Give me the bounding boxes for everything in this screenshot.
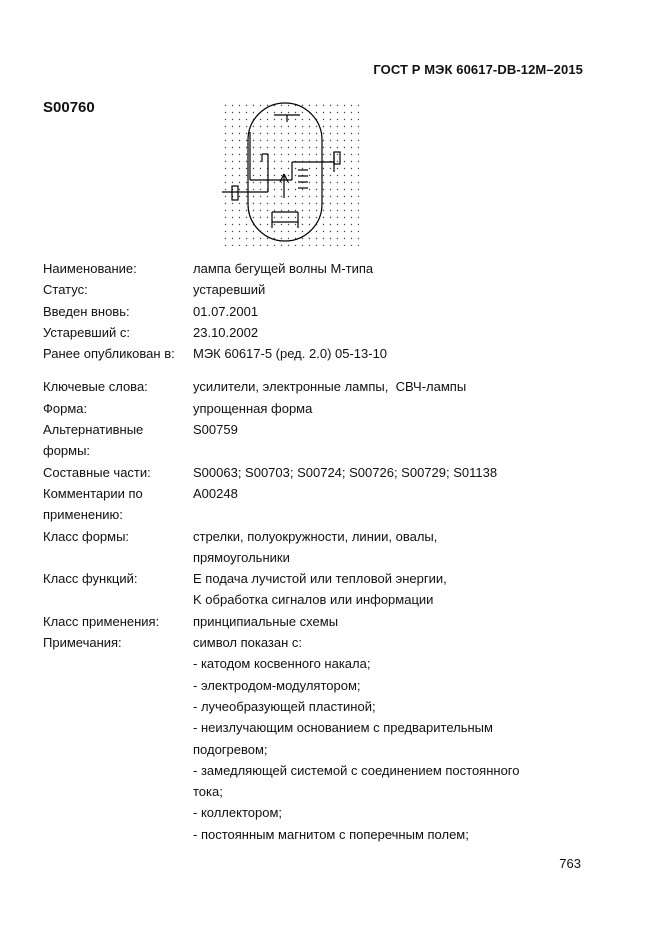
grid-dots: [223, 103, 359, 246]
row-notes-2: - электродом-модулятором;: [193, 677, 361, 693]
row-notes-6: - замедляющей системой с соединением постоянного: [193, 762, 520, 778]
row-parts: Составные части: S00063; S00703; S00724; S00726; S00729; S01138: [43, 464, 498, 480]
row-app-class: Класс применения: принципиальные схемы: [43, 613, 339, 629]
row-shape-class-cont: прямоугольники: [193, 549, 290, 565]
row-notes-4: - неизлучающим основанием с предварительным: [193, 720, 493, 736]
row-published: Ранее опубликован в: МЭК 60617-5 (ред. 2.0) 05-13-10: [43, 346, 388, 362]
row-function-class: Класс функций: E подача лучистой или тепловой энергии,: [43, 571, 447, 587]
row-notes: Примечания: символ показан с:: [43, 635, 303, 651]
row-alt-forms-cont: формы:: [43, 443, 91, 459]
row-notes-9: - постоянным магнитом с поперечным полем;: [193, 826, 469, 842]
page-number: 763: [559, 856, 581, 871]
row-function-class-cont: K обработка сигналов или информации: [193, 592, 434, 608]
row-keywords: Ключевые слова: усилители, электронные лампы, СВЧ-лампы: [43, 379, 467, 395]
row-notes-7: тока;: [193, 784, 223, 800]
row-name: Наименование: лампа бегущей волны М-типа: [43, 261, 374, 276]
symbol-code: S00760: [43, 99, 95, 116]
row-comments-cont: применению:: [43, 507, 123, 523]
row-notes-1: - катодом косвенного накала;: [193, 656, 371, 672]
row-obsolete: Устаревший с: 23.10.2002: [43, 324, 259, 340]
row-notes-8: - коллектором;: [193, 805, 283, 821]
row-notes-3: - лучеобразующей пластиной;: [193, 698, 376, 714]
traveling-wave-tube-symbol: [222, 102, 362, 247]
row-form: Форма: упрощенная форма: [43, 400, 313, 416]
symbol-attributes: [43, 258, 563, 845]
standard-header: ГОСТ Р МЭК 60617-DB-12M–2015: [373, 62, 583, 77]
row-shape-class: Класс формы: стрелки, полуокружности, линии, овалы,: [43, 528, 438, 544]
row-alt-forms: Альтернативные S00759: [43, 422, 238, 438]
row-notes-5: подогревом;: [193, 741, 268, 757]
row-introduced: Введен вновь: 01.07.2001: [43, 303, 259, 319]
row-status: Статус: устаревший: [43, 282, 266, 298]
row-comments: Комментарии по A00248: [43, 485, 238, 501]
